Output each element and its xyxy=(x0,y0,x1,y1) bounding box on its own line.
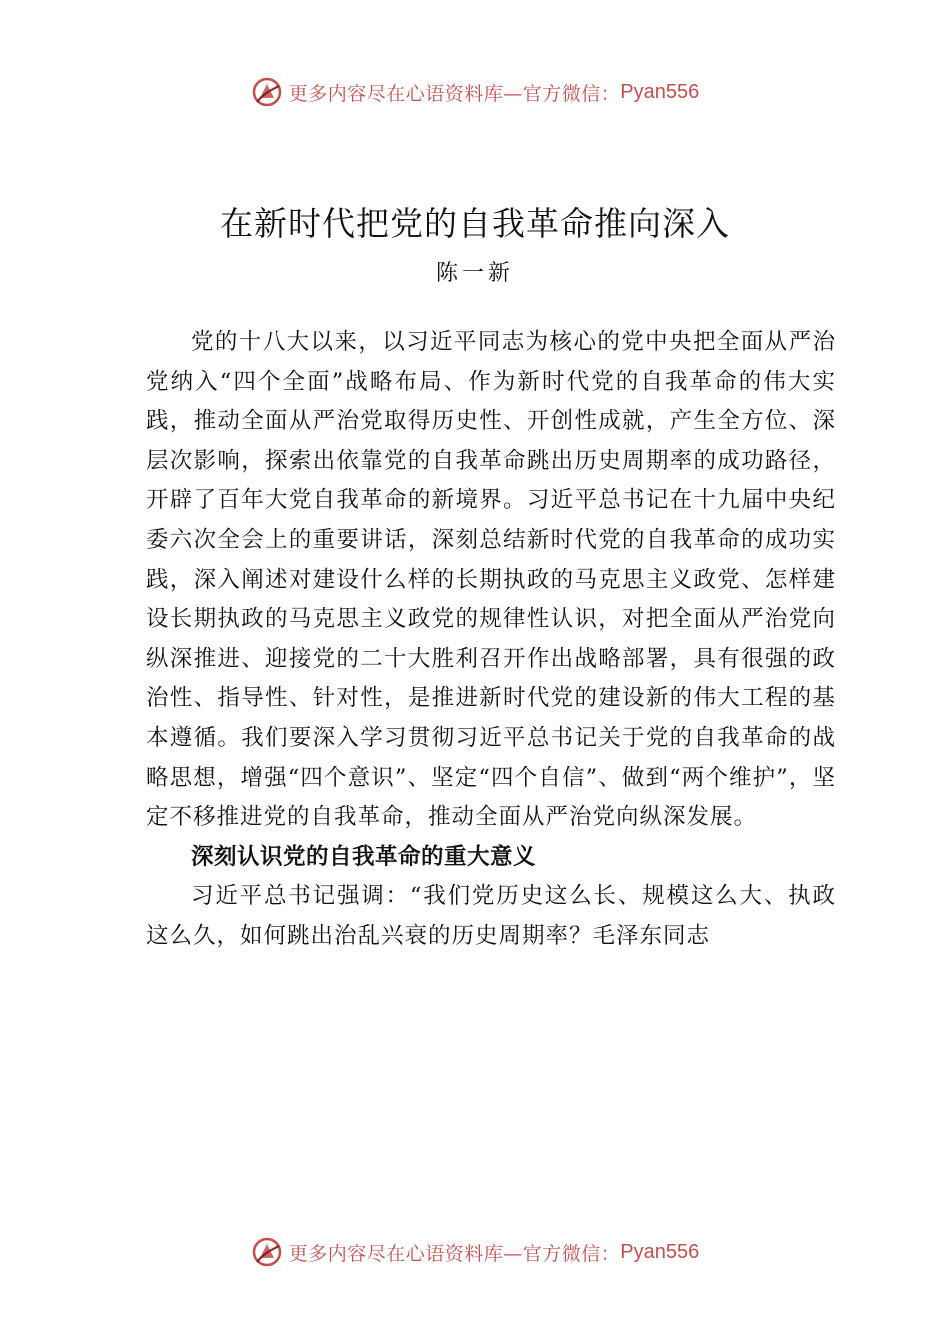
watermark-text: 更多内容尽在心语资料库—官方微信： xyxy=(288,1242,621,1265)
paragraph-intro: 党的十八大以来，以习近平同志为核心的党中央把全面从严治党纳入“四个全面”战略布局、作为新时代党的自我革命的伟大实践，推动全面从严治党取得历史性、开创性成就，产生全方位、深层次影响，探索出依靠党的自我革命跳出历史周期率的成功路径，开辟了百年大党自我革命的新境界。习近平总书记在十九届中央纪委六次全会上的重要讲话，深刻总结新时代党的自我革命的成功实践，深入阐述对建设什么样的长期执政的马克思主义政党、怎样建设长期执政的马克思主义政党的规律性认识，对把全面从严治党向纵深推进、迎接党的二十大胜利召开作出战略部署，具有很强的政治性、指导性、针对性，是推进新时代党的建设新的伟大工程的基本遵循。我们要深入学习贯彻习近平总书记关于党的自我革命的战略思想，增强“四个意识”、坚定“四个自信”、做到“两个维护”，坚定不移推进党的自我革命，推动全面从严治党向纵深发展。 xyxy=(146,329,836,831)
watermark-text: 更多内容尽在心语资料库—官方微信： xyxy=(288,82,621,105)
document-body xyxy=(146,323,836,957)
watermark-banner-top xyxy=(0,72,950,112)
watermark-wechat-id: Pyan556 xyxy=(620,80,700,103)
paragraph-section-1: 习近平总书记强调：“我们党历史这么长、规模这么大、执政这么久，如何跳出治乱兴衰的历史周期率？毛泽东同志 xyxy=(146,883,836,949)
document-author: 陈一新 xyxy=(435,261,514,286)
brand-logo-icon xyxy=(251,76,283,108)
watermark-banner-bottom xyxy=(0,1232,950,1272)
document-title: 在新时代把党的自我革命推向深入 xyxy=(220,204,730,243)
brand-logo-icon xyxy=(251,1236,283,1268)
watermark-wechat-id: Pyan556 xyxy=(620,1240,700,1263)
section-heading: 深刻认识党的自我革命的重大意义 xyxy=(191,843,537,870)
